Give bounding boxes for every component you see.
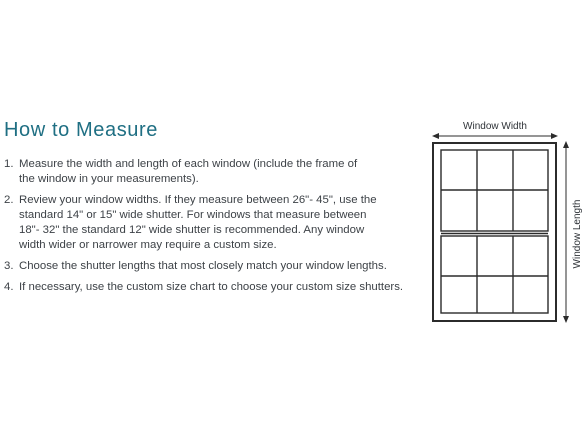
step-number: 1.	[4, 158, 14, 170]
lower-sash	[441, 236, 548, 313]
step-text-line: If necessary, use the custom size chart to choose your custom size shutters.	[19, 281, 404, 293]
step-text-line: the window in your measurements).	[19, 173, 199, 185]
step-text-line: Choose the shutter lengths that most closely match your window lengths.	[19, 260, 387, 272]
window-frame	[433, 143, 556, 321]
step-text-line: Measure the width and length of each window (include the frame of	[19, 158, 358, 170]
step-text-line: 18"- 32" the standard 12" wide shutter is recommended. Any window	[19, 224, 365, 236]
step-text-line: standard 14" or 15" wide shutter. For windows that measure between	[19, 209, 367, 221]
window-width-arrow	[432, 133, 558, 139]
window-length-arrow	[563, 141, 569, 323]
step-number: 2.	[4, 194, 14, 206]
step-number: 3.	[4, 260, 14, 272]
step-text-line: width wider or narrower may require a custom size.	[19, 239, 277, 251]
page-title: How to Measure	[4, 119, 159, 141]
lower-sash-frame	[441, 236, 548, 313]
step-text-line: Review your window widths. If they measure between 26"- 45", use the	[19, 194, 377, 206]
window-length-label: Window Length	[572, 199, 583, 269]
step-number: 4.	[4, 281, 14, 293]
window-width-label: Window Width	[463, 121, 527, 132]
upper-sash	[441, 150, 548, 231]
